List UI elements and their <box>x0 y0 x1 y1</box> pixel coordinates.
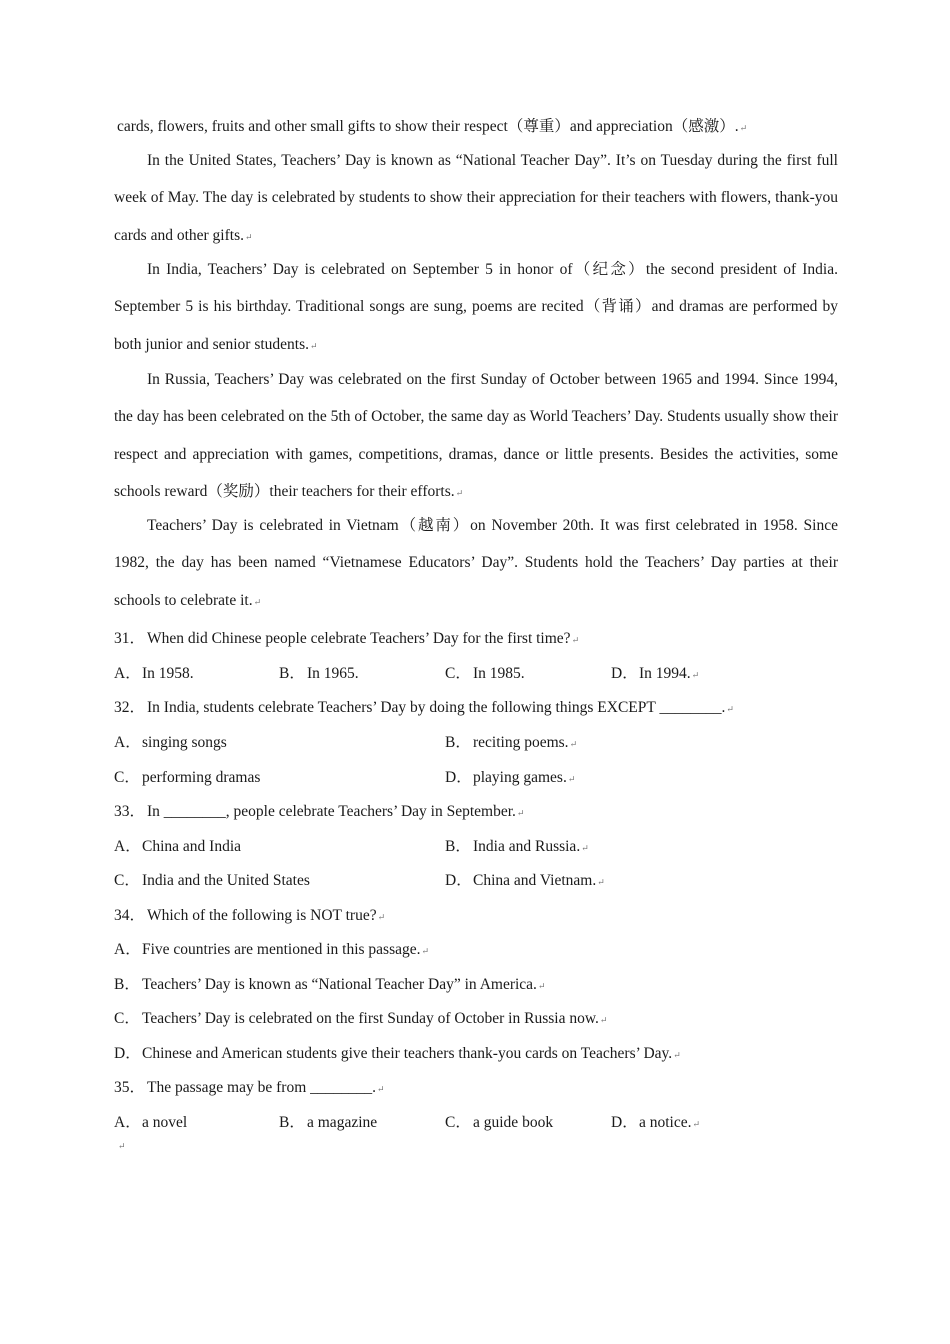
option-31-d[interactable] <box>611 661 699 683</box>
question-31 <box>114 626 579 648</box>
option-text: a guide book <box>473 1114 554 1131</box>
paragraph-mark-icon: ↵ <box>118 1141 126 1151</box>
option-text: Teachers’ Day is celebrated on the first Sunday of October in Russia now. <box>142 1010 599 1027</box>
option-text: In 1965. <box>307 665 359 682</box>
passage-text-2: In India, Teachers’ Day is celebrated on September 5 in honor of（纪念）the second president of India. September 5 is his birthday. Traditional songs are sung, poems are recited（背诵）and dramas are performed by both junior and senior students. <box>114 261 838 353</box>
paragraph-mark-icon: ↵ <box>691 670 700 680</box>
option-35-c[interactable] <box>445 1110 553 1132</box>
option-34-a[interactable] <box>114 937 429 959</box>
option-text: Five countries are mentioned in this passage. <box>142 941 421 958</box>
paragraph-mark-icon: ↵ <box>377 912 386 922</box>
passage-paragraph-4 <box>114 507 838 621</box>
passage-text-4: Teachers’ Day is celebrated in Vietnam（越南）on November 20th. It was first celebrated in 1958. Since 1982, the day has been named “Vietnamese Educators’ Day”. Students hold the Teachers’ Day parties at their schools to celebrate it. <box>114 517 838 609</box>
paragraph-mark-icon: ↵ <box>597 877 605 887</box>
option-letter: A． <box>114 1114 141 1131</box>
option-letter: B． <box>279 1114 305 1131</box>
paragraph-mark-icon: ↵ <box>310 340 318 351</box>
option-text: In 1994. <box>639 665 691 682</box>
paragraph-mark-icon: ↵ <box>599 1015 608 1025</box>
question-number: 31． <box>114 630 146 647</box>
option-letter: A． <box>114 665 141 682</box>
option-31-a[interactable] <box>114 661 194 683</box>
option-text: playing games. <box>473 769 567 786</box>
question-text: In India, students celebrate Teachers’ Day by doing the following things EXCEPT ________. <box>147 699 726 716</box>
passage-text-1: In the United States, Teachers’ Day is known as “National Teacher Day”. It’s on Tuesday during the first full week of May. The day is celebrated by students to show their appreciation for their teachers with flowers, thank-you cards and other gifts. <box>114 152 838 244</box>
option-letter: D． <box>611 665 638 682</box>
question-text: Which of the following is NOT true? <box>147 907 377 924</box>
option-text: Chinese and American students give their teachers thank-you cards on Teachers’ Day. <box>142 1045 673 1062</box>
option-letter: C． <box>114 769 140 786</box>
paragraph-mark-icon: ↵ <box>726 704 734 714</box>
option-letter: D． <box>114 1045 141 1062</box>
option-32-d[interactable] <box>445 765 575 787</box>
paragraph-mark-icon: ↵ <box>739 123 748 133</box>
paragraph-mark-icon: ↵ <box>421 946 430 956</box>
option-letter: A． <box>114 941 141 958</box>
option-33-c[interactable] <box>114 868 310 890</box>
option-letter: C． <box>445 665 471 682</box>
passage-line-0 <box>117 114 747 136</box>
option-33-a[interactable] <box>114 834 241 856</box>
option-text: a novel <box>142 1114 188 1131</box>
option-letter: B． <box>445 734 471 751</box>
option-text: a notice. <box>639 1114 692 1131</box>
option-letter: C． <box>114 1010 140 1027</box>
question-32 <box>114 695 734 717</box>
paragraph-mark-icon: ↵ <box>516 808 525 818</box>
option-text: India and Russia. <box>473 838 581 855</box>
option-32-b[interactable] <box>445 730 577 752</box>
option-letter: A． <box>114 734 141 751</box>
paragraph-mark-icon: ↵ <box>692 1119 701 1129</box>
question-34 <box>114 903 385 925</box>
paragraph-mark-icon: ↵ <box>253 596 262 607</box>
option-31-b[interactable] <box>279 661 359 683</box>
option-letter: D． <box>445 769 472 786</box>
question-text: The passage may be from ________. <box>147 1079 376 1096</box>
option-32-c[interactable] <box>114 765 260 787</box>
passage-paragraph-2 <box>114 251 838 365</box>
option-34-c[interactable] <box>114 1006 607 1028</box>
question-number: 35． <box>114 1079 146 1096</box>
passage-text-0: cards, flowers, fruits and other small gifts to show their respect（尊重）and appreciation（感激）. <box>117 118 739 135</box>
question-number: 34． <box>114 907 146 924</box>
option-text: reciting poems. <box>473 734 569 751</box>
option-34-b[interactable] <box>114 972 545 994</box>
option-letter: B． <box>114 976 140 993</box>
option-text: China and Vietnam. <box>473 872 597 889</box>
option-35-a[interactable] <box>114 1110 187 1132</box>
paragraph-mark-icon: ↵ <box>537 981 546 991</box>
passage-text-3: In Russia, Teachers’ Day was celebrated on the first Sunday of October between 1965 and 1994. Since 1994, the day has been celebrated on the 5th of October, the same day as World Teachers’ Day. Students usually show their respect and appreciation with games, competitions, dramas, dance or little presents. Besides the activities, some schools reward（奖励）their teachers for their efforts. <box>114 371 838 500</box>
option-letter: D． <box>611 1114 638 1131</box>
question-number: 32． <box>114 699 146 716</box>
paragraph-mark-icon: ↵ <box>581 843 589 853</box>
paragraph-mark-icon: ↵ <box>245 231 253 242</box>
paragraph-mark-icon: ↵ <box>567 774 576 784</box>
option-letter: C． <box>114 872 140 889</box>
option-text: singing songs <box>142 734 227 751</box>
option-letter: B． <box>279 665 305 682</box>
question-33 <box>114 799 524 821</box>
option-35-b[interactable] <box>279 1110 377 1132</box>
option-text: performing dramas <box>142 769 261 786</box>
paragraph-mark-icon: ↵ <box>571 635 580 645</box>
option-33-b[interactable] <box>445 834 589 856</box>
option-text: In 1985. <box>473 665 525 682</box>
question-number: 33． <box>114 803 146 820</box>
option-32-a[interactable] <box>114 730 227 752</box>
question-text: When did Chinese people celebrate Teachers’ Day for the first time? <box>147 630 571 647</box>
option-letter: A． <box>114 838 141 855</box>
option-letter: D． <box>445 872 472 889</box>
empty-paragraph-mark <box>117 1136 126 1154</box>
paragraph-mark-icon: ↵ <box>569 739 578 749</box>
option-text: India and the United States <box>142 872 310 889</box>
question-35 <box>114 1075 385 1097</box>
option-letter: C． <box>445 1114 471 1131</box>
question-text: In ________, people celebrate Teachers’ Day in September. <box>147 803 516 820</box>
paragraph-mark-icon: ↵ <box>455 487 464 498</box>
option-35-d[interactable] <box>611 1110 700 1132</box>
option-text: Teachers’ Day is known as “National Teacher Day” in America. <box>142 976 537 993</box>
option-31-c[interactable] <box>445 661 525 683</box>
paragraph-mark-icon: ↵ <box>377 1084 385 1094</box>
paragraph-mark-icon: ↵ <box>673 1050 681 1060</box>
option-34-d[interactable] <box>114 1041 681 1063</box>
option-text: China and India <box>142 838 242 855</box>
passage-paragraph-3 <box>114 361 838 512</box>
option-text: a magazine <box>307 1114 378 1131</box>
option-33-d[interactable] <box>445 868 605 890</box>
passage-paragraph-1 <box>114 142 838 256</box>
option-text: In 1958. <box>142 665 194 682</box>
option-letter: B． <box>445 838 471 855</box>
